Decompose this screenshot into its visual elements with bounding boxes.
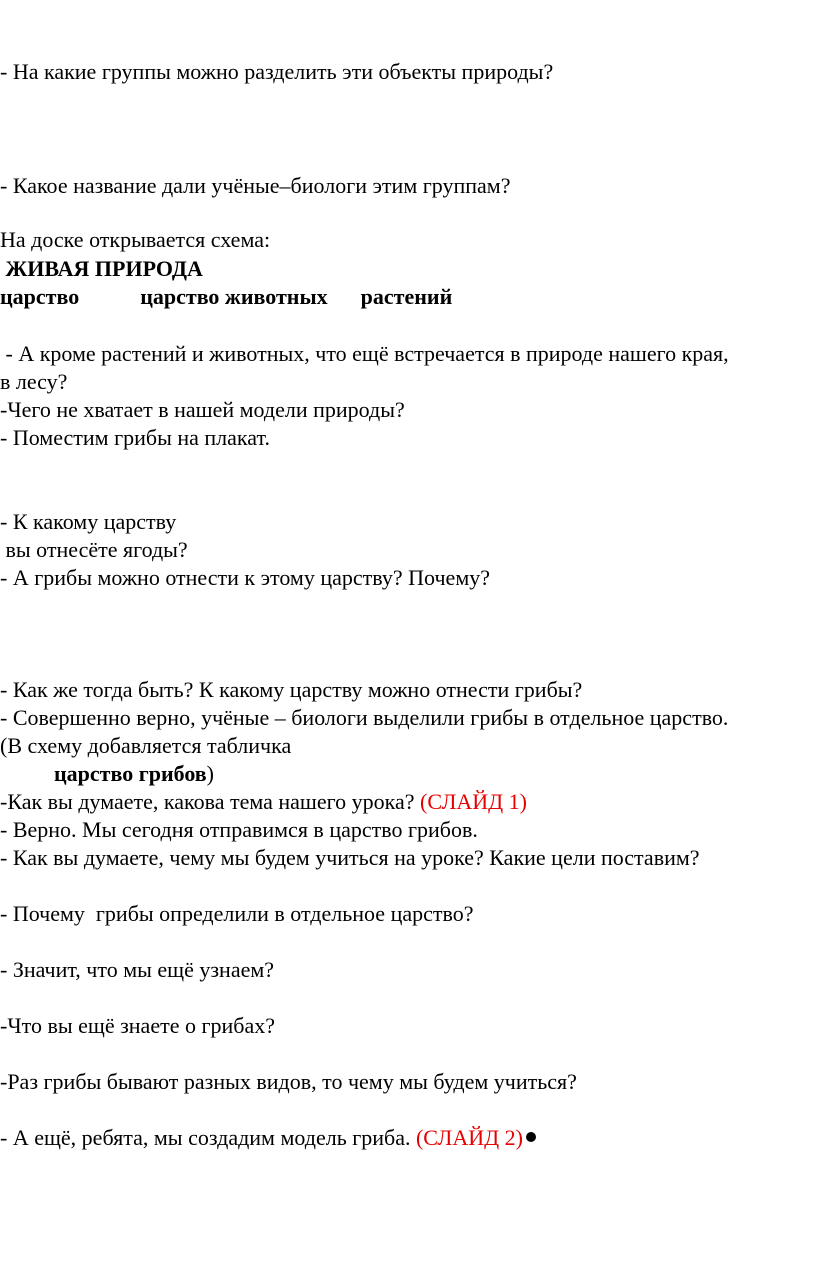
kingdom-mushrooms: царство грибов	[54, 761, 207, 786]
scheme-plants: растений	[360, 284, 453, 309]
kingdom-mushrooms-row	[54, 760, 214, 788]
question-which-line2: вы отнесёте ягоды?	[0, 537, 188, 562]
close-paren: )	[206, 761, 214, 786]
question-learn-more: - Значит, что мы ещё узнаем?	[0, 957, 275, 982]
question-how: - Как же тогда быть? К какому царству можно отнести грибы?	[0, 677, 583, 702]
question-goals: - Как вы думаете, чему мы будем учиться на уроке? Какие цели поставим?	[0, 845, 700, 870]
create-model-row	[0, 1124, 536, 1152]
sign-added: (В схему добавляется табличка	[0, 733, 292, 758]
place-mushrooms: - Поместим грибы на плакат.	[0, 425, 270, 450]
question-topic-row	[0, 788, 527, 816]
scheme-title-living-nature: ЖИВАЯ ПРИРОДА	[0, 256, 203, 281]
question-groups: - На какие группы можно разделить эти объекты природы?	[0, 59, 554, 84]
create-model: - А ещё, ребята, мы создадим модель гриба.	[0, 1125, 416, 1150]
correct-separate: - Совершенно верно, учёные – биологи выделили грибы в отдельное царство.	[0, 705, 729, 730]
question-missing: -Чего не хватает в нашей модели природы?	[0, 397, 405, 422]
question-besides-line1: - А кроме растений и животных, что ещё встречается в природе нашего края,	[0, 341, 729, 366]
correct-journey: - Верно. Мы сегодня отправимся в царство грибов.	[0, 817, 478, 842]
slide-2-ref: (СЛАЙД 2)	[415, 1125, 523, 1150]
scheme-kingdom-animals: царство животных	[140, 284, 328, 309]
bullet-icon	[526, 1132, 536, 1142]
question-besides-line2: в лесу?	[0, 369, 68, 394]
question-know-more: -Что вы ещё знаете о грибах?	[0, 1013, 275, 1038]
question-kinds: -Раз грибы бывают разных видов, то чему мы будем учиться?	[0, 1069, 577, 1094]
scheme-row	[0, 283, 452, 311]
scheme-kingdom: царство	[0, 284, 80, 309]
question-mushrooms-kingdom: - А грибы можно отнести к этому царству? Почему?	[0, 565, 491, 590]
question-which-line1: - К какому царству	[0, 509, 177, 534]
board-scheme-text: На доске открывается схема:	[0, 227, 271, 252]
question-name: - Какое название дали учёные–биологи этим группам?	[0, 173, 511, 198]
question-why-separate: - Почему грибы определили в отдельное царство?	[0, 901, 474, 926]
question-topic: -Как вы думаете, какова тема нашего урока?	[0, 789, 420, 814]
slide-1-ref: (СЛАЙД 1)	[420, 789, 527, 814]
